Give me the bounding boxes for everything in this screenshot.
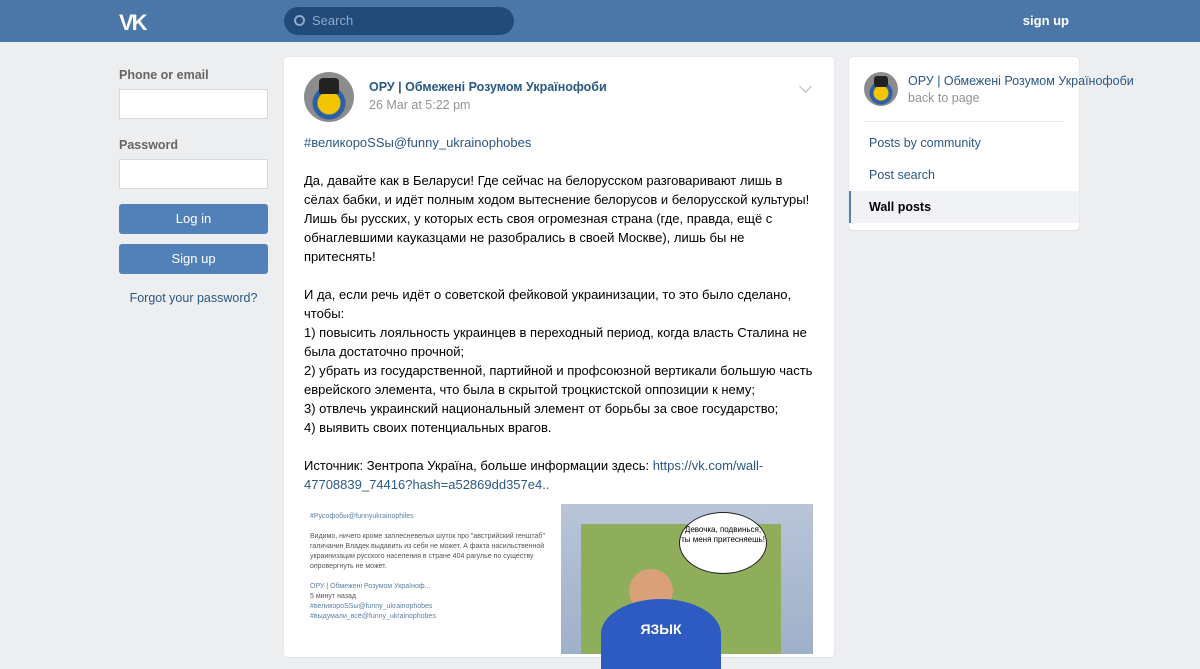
post-paragraph-2: И да, если речь идёт о советской фейковой украинизации, то это было сделано, чтобы: 1) повысить лояльность украинцев в переходный период, когда власть Сталина не была достаточно прочной; 2) убрать из государственной, партийной и профсоюзной вертикали большую часть еврейского элемента, что была в скрытой троцкистской оппозиции к нему; 3) отвлечь украинский национальный элемент от борьбы за свое государство; 4) выявить своих потенциальных врагов. [304,287,813,435]
menu-post-search[interactable]: Post search [869,168,936,182]
phone-label: Phone or email [119,68,209,82]
image-text: Видимо, ничего кроме заплесневелых шуток про "австрийский генштаб" галичанин Владек выдавить из себя не может. А факта насильственной украинизации русского населения в стране 404 рагулье по существу опровергнуть не может. [310,533,545,570]
wall-post [284,57,834,657]
password-input[interactable] [119,159,268,189]
search-placeholder: Search [312,13,354,28]
post-text [304,133,814,494]
search-icon [294,15,305,26]
image-tag: #великороSSы@funny_ukrainophobes [310,603,433,610]
password-label: Password [119,138,179,152]
cartoon-figure: ЯЗЫК [601,599,721,669]
image-hashtag: #Русофобы@funnyukrainophiles [310,513,414,520]
search-input[interactable] [284,7,514,35]
post-image-screenshot[interactable] [304,504,558,654]
post-date[interactable]: 26 Mar at 5:22 pm [369,98,471,112]
community-avatar-small[interactable] [864,72,898,106]
chevron-down-icon[interactable] [799,80,812,93]
post-image-cartoon[interactable] [561,504,813,654]
sign-up-link[interactable]: sign up [1022,13,1069,28]
hashtag-link[interactable]: #великороSSы@funny_ukrainophobes [304,135,532,150]
forgot-password-link[interactable]: Forgot your password? [129,291,258,305]
image-time: 5 минут назад [310,593,356,600]
source-label: Источник: Зентропа Україна, больше информации здесь: [304,458,653,473]
community-sidebar [849,57,1134,230]
post-author[interactable]: ОРУ | Обмежені Розумом Українофоби [369,80,607,94]
divider [864,121,1064,122]
sidebar-menu [849,127,1079,223]
image-tag: #выдумали_всё@funny_ukrainophobes [310,613,436,620]
signup-button[interactable]: Sign up [119,244,268,274]
menu-wall-posts[interactable]: Wall posts [849,191,1079,223]
login-button[interactable]: Log in [119,204,268,234]
speech-bubble: Девочка, подвинься, ты меня притесняешь! [679,512,767,574]
back-to-page[interactable]: back to page [908,91,980,105]
source-link[interactable]: https://vk.com/wall-47708839_74416?hash=a52869dd357e4.. [304,458,764,492]
top-bar [0,0,1200,42]
vk-logo[interactable]: VK [119,10,146,35]
login-form [119,60,268,305]
community-avatar[interactable] [304,72,354,122]
image-author: ОРУ | Обмежені Розумом Україноф... [310,583,431,590]
menu-posts-by-community[interactable]: Posts by community [869,136,981,150]
post-paragraph-1: Да, давайте как в Беларуси! Где сейчас на белорусском разговаривают лишь в сёлах бабки, и идёт полным ходом вытеснение белорусов и белорусской культуры! Лишь бы русских, у которых есть своя огромезная страна (где, правда, ещё с обнаглевшими кауказцами не разобрались в своей Москве), лишь бы не притеснять! [304,173,813,264]
phone-input[interactable] [119,89,268,119]
community-name[interactable]: ОРУ | Обмежені Розумом Українофоби [908,74,1134,88]
